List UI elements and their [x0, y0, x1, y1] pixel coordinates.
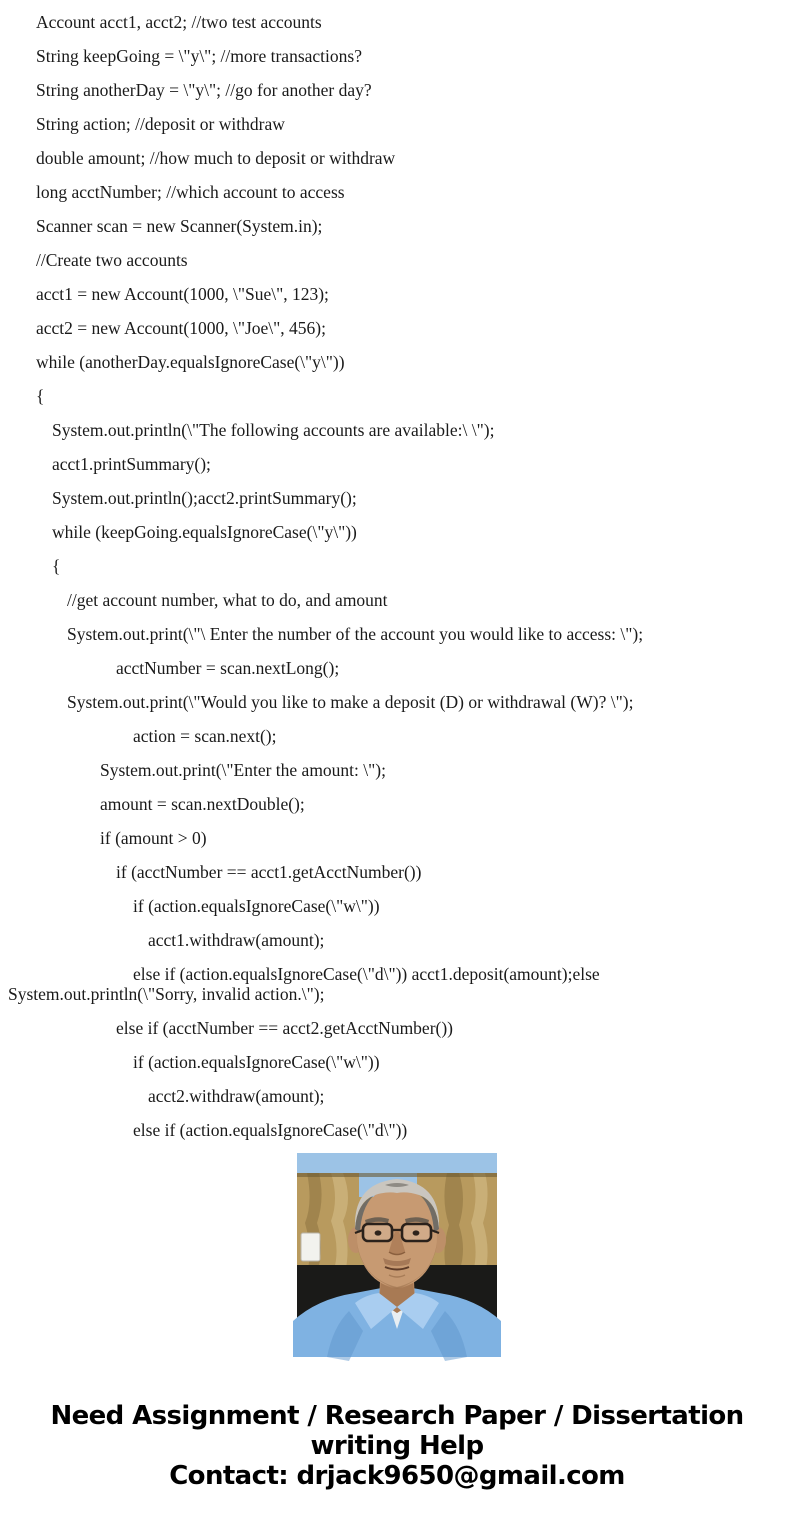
- code-line: String keepGoing = \"y\"; //more transactions?: [36, 46, 362, 66]
- code-line: System.out.println();acct2.printSummary();: [52, 488, 357, 508]
- code-line: {: [52, 556, 61, 576]
- code-line: else if (acctNumber == acct2.getAcctNumber()): [116, 1018, 454, 1038]
- code-line: long acctNumber; //which account to access: [36, 182, 345, 202]
- code-line: if (action.equalsIgnoreCase(\"w\")): [133, 896, 380, 916]
- code-line: acct1.withdraw(amount);: [148, 930, 325, 950]
- code-line: while (anotherDay.equalsIgnoreCase(\"y\")): [36, 352, 345, 372]
- code-line: acctNumber = scan.nextLong();: [116, 658, 340, 678]
- code-line: System.out.print(\"Would you like to make a deposit (D) or withdrawal (W)? \");: [67, 692, 634, 712]
- code-line: action = scan.next();: [133, 726, 277, 746]
- code-line: acct1 = new Account(1000, \"Sue\", 123);: [36, 284, 329, 304]
- code-line: acct2 = new Account(1000, \"Joe\", 456);: [36, 318, 326, 338]
- code-line: if (amount > 0): [100, 828, 207, 848]
- code-line: Scanner scan = new Scanner(System.in);: [36, 216, 323, 236]
- promo-footer: [0, 1401, 794, 1491]
- code-line: while (keepGoing.equalsIgnoreCase(\"y\")): [52, 522, 357, 542]
- code-line: amount = scan.nextDouble();: [100, 794, 305, 814]
- code-line: double amount; //how much to deposit or withdraw: [36, 148, 396, 168]
- code-line: //get account number, what to do, and amount: [67, 590, 388, 610]
- contact-email-line: Contact: drjack9650@gmail.com: [169, 1461, 625, 1491]
- promo-heading-line1: Need Assignment / Research Paper / Dissertation: [50, 1401, 744, 1431]
- code-line: System.out.println(\"The following accounts are available:\ \");: [52, 420, 495, 440]
- code-line: String action; //deposit or withdraw: [36, 114, 285, 134]
- code-line: Account acct1, acct2; //two test accounts: [36, 12, 322, 32]
- promo-heading-line2: writing Help: [310, 1431, 484, 1461]
- code-line: String anotherDay = \"y\"; //go for another day?: [36, 80, 372, 100]
- code-line: if (action.equalsIgnoreCase(\"w\")): [133, 1052, 380, 1072]
- code-line: else if (action.equalsIgnoreCase(\"d\")): [133, 1120, 408, 1140]
- code-line: //Create two accounts: [36, 250, 188, 270]
- code-line: System.out.print(\"Enter the amount: \");: [100, 760, 386, 780]
- code-line: if (acctNumber == acct1.getAcctNumber()): [116, 862, 422, 882]
- code-line: acct1.printSummary();: [52, 454, 211, 474]
- code-line: else if (action.equalsIgnoreCase(\"d\")) acct1.deposit(amount);else System.out.println(\"Sorry, invalid action.\");: [8, 964, 600, 1004]
- instructor-avatar: [297, 1153, 497, 1353]
- code-line: {: [36, 386, 45, 406]
- code-line: acct2.withdraw(amount);: [148, 1086, 325, 1106]
- instructor-avatar-illustration: [297, 1153, 497, 1353]
- code-line: System.out.print(\"\ Enter the number of the account you would like to access: \");: [67, 624, 644, 644]
